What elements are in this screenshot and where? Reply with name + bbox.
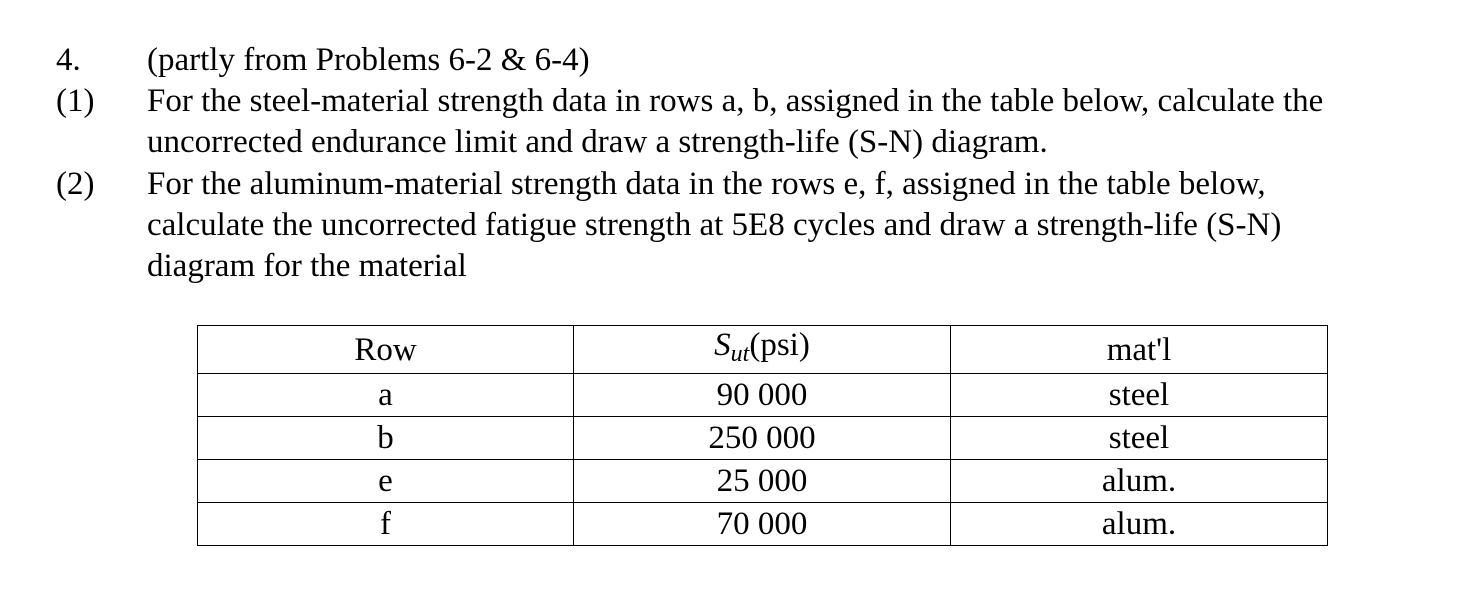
part1-label: (1)	[56, 83, 95, 119]
part2-text-line3: diagram for the material	[147, 248, 467, 284]
cell-sut: 70 000	[574, 503, 951, 546]
part2-text-line1: For the aluminum-material strength data in the rows e, f, assigned in the table below,	[147, 166, 1266, 202]
header-row: Row	[198, 326, 574, 374]
cell-sut: 250 000	[574, 417, 951, 460]
strength-data-table	[197, 325, 1328, 546]
cell-row: a	[198, 374, 574, 417]
cell-row: b	[198, 417, 574, 460]
sut-symbol-subscript: ut	[730, 341, 750, 367]
cell-material: alum.	[951, 503, 1328, 546]
problem-source: (partly from Problems 6-2 & 6-4)	[147, 42, 590, 78]
part1-text-line2: uncorrected endurance limit and draw a strength-life (S-N) diagram.	[147, 124, 1048, 160]
cell-sut: 90 000	[574, 374, 951, 417]
header-sut	[574, 326, 951, 374]
problem-number: 4.	[56, 42, 81, 78]
cell-material: steel	[951, 417, 1328, 460]
table-row	[198, 417, 1328, 460]
table-row	[198, 374, 1328, 417]
part2-text-line2: calculate the uncorrected fatigue strength at 5E8 cycles and draw a strength-life (S-N)	[147, 207, 1282, 243]
part1-text-line1: For the steel-material strength data in rows a, b, assigned in the table below, calculate the	[147, 83, 1324, 119]
table-header-row	[198, 326, 1328, 374]
sut-symbol	[714, 327, 750, 367]
table-row	[198, 460, 1328, 503]
part2-label: (2)	[56, 166, 95, 202]
cell-sut: 25 000	[574, 460, 951, 503]
sut-symbol-letter: S	[714, 327, 731, 363]
cell-row: e	[198, 460, 574, 503]
cell-material: alum.	[951, 460, 1328, 503]
cell-row: f	[198, 503, 574, 546]
table-row	[198, 503, 1328, 546]
cell-material: steel	[951, 374, 1328, 417]
sut-unit: (psi)	[749, 327, 810, 363]
header-material: mat'l	[951, 326, 1328, 374]
